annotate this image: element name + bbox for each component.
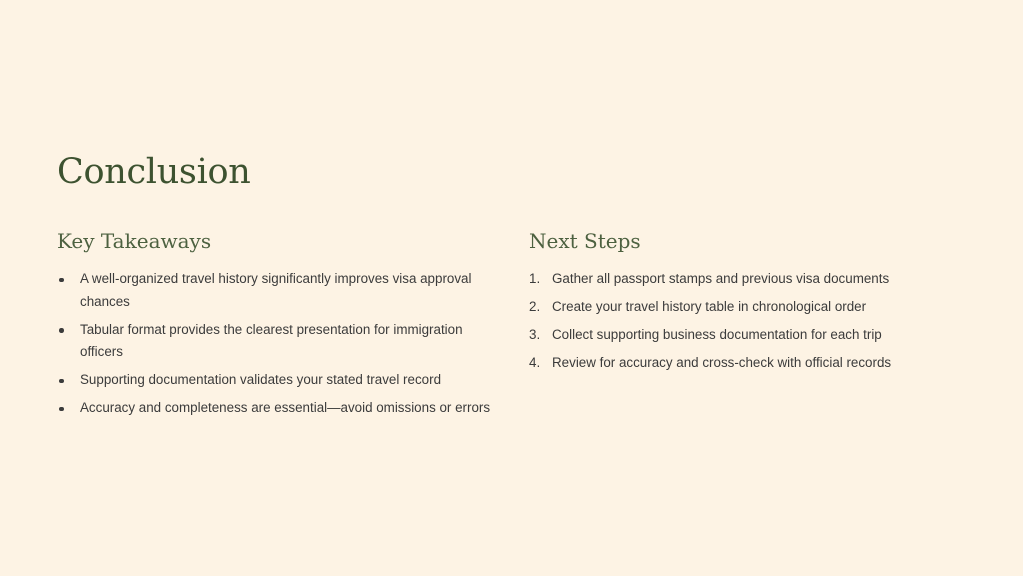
step-item <box>529 352 959 375</box>
bullet-icon <box>59 379 64 384</box>
takeaway-text: Supporting documentation validates your stated travel record <box>80 372 442 387</box>
bullet-icon <box>59 278 64 283</box>
takeaway-item <box>57 369 497 392</box>
step-number: 2. <box>529 299 541 314</box>
bullet-icon <box>59 407 64 412</box>
step-number: 1. <box>529 271 541 286</box>
step-text: Create your travel history table in chronological order <box>552 299 867 314</box>
step-item <box>529 296 959 319</box>
step-number: 4. <box>529 355 541 370</box>
takeaway-text: A well-organized travel history significantly improves visa approval chances <box>80 271 472 309</box>
step-text: Gather all passport stamps and previous visa documents <box>552 271 890 286</box>
key-takeaways-section <box>57 227 497 425</box>
bullet-icon <box>59 328 64 333</box>
key-takeaways-list <box>57 268 497 420</box>
next-steps-list <box>529 268 959 375</box>
takeaway-text: Accuracy and completeness are essential—avoid omissions or errors <box>80 400 491 415</box>
takeaway-item <box>57 319 497 364</box>
step-item <box>529 268 959 291</box>
step-text: Collect supporting business documentation for each trip <box>552 327 882 342</box>
step-number: 3. <box>529 327 541 342</box>
takeaway-text: Tabular format provides the clearest presentation for immigration officers <box>80 321 463 359</box>
slide-title: Conclusion <box>57 152 251 192</box>
takeaway-item <box>57 397 497 420</box>
takeaway-item <box>57 268 497 313</box>
step-item <box>529 324 959 347</box>
step-text: Review for accuracy and cross-check with official records <box>552 355 892 370</box>
next-steps-section <box>529 227 959 380</box>
key-takeaways-heading: Key Takeaways <box>57 229 212 253</box>
next-steps-heading: Next Steps <box>529 229 641 253</box>
